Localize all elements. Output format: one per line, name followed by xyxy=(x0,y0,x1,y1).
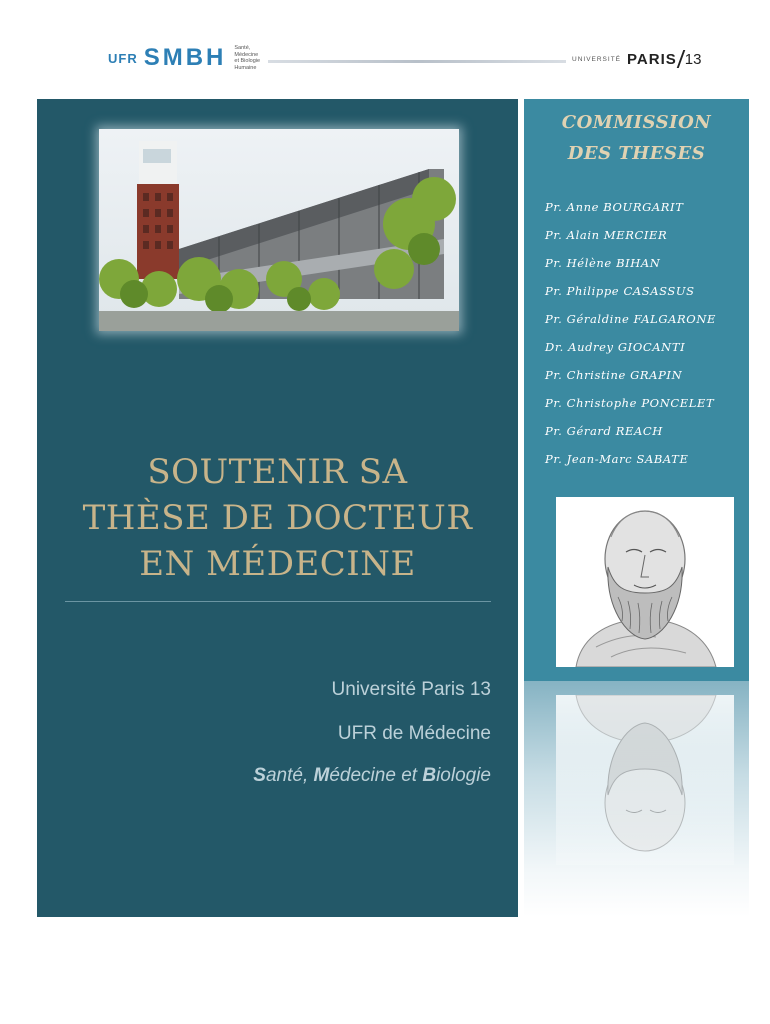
paris-slash xyxy=(676,50,685,68)
paris-label: PARIS xyxy=(627,50,677,68)
smbh-sub-line: Santé, xyxy=(234,45,251,51)
member-item: Pr. Christophe PONCELET xyxy=(545,396,715,410)
ufr-full-name xyxy=(253,765,491,787)
main-panel xyxy=(37,99,518,917)
title-line: EN MÉDECINE xyxy=(139,544,416,584)
word-rest: anté, xyxy=(265,765,314,786)
ufr-label: UFR xyxy=(108,50,138,66)
member-item: Pr. Jean-Marc SABATE xyxy=(545,452,689,466)
word-rest: iologie xyxy=(436,765,491,786)
bust-reflection xyxy=(524,681,749,917)
member-item: Pr. Géraldine FALGARONE xyxy=(545,312,716,326)
commission-title-line: COMMISSION xyxy=(561,112,712,133)
member-item: Pr. Alain MERCIER xyxy=(545,228,668,242)
hippocrates-bust-image xyxy=(556,497,734,667)
campus-building-photo xyxy=(99,129,459,331)
member-item: Pr. Christine GRAPIN xyxy=(545,368,683,382)
paris13-logo xyxy=(572,50,701,68)
member-item: Pr. Philippe CASASSUS xyxy=(545,284,695,298)
bust-illustration xyxy=(556,497,734,667)
initial-m: M xyxy=(313,765,330,786)
smbh-subtitle xyxy=(234,45,274,71)
building-illustration xyxy=(99,129,459,331)
header-divider xyxy=(268,60,566,63)
title-line: SOUTENIR SA xyxy=(147,452,408,492)
reflected-bust-illustration xyxy=(556,695,734,865)
paris-number: 13 xyxy=(684,50,702,68)
initial-s: S xyxy=(253,765,266,786)
initial-b: B xyxy=(422,765,437,786)
smbh-sub-line: Humaine xyxy=(234,64,257,71)
commission-title xyxy=(524,107,749,169)
member-item: Pr. Hélène BIHAN xyxy=(545,256,661,270)
title-divider xyxy=(65,601,491,602)
commission-title-line: DES THESES xyxy=(567,143,706,164)
member-item: Pr. Anne BOURGARIT xyxy=(545,200,684,214)
member-item: Pr. Gérard REACH xyxy=(545,424,663,438)
smbh-sub-line: Médecine xyxy=(234,51,259,58)
reflection-image xyxy=(556,695,734,865)
universite-label: UNIVERSITÉ xyxy=(572,55,622,63)
ufr-name: UFR de Médecine xyxy=(337,723,491,744)
commission-panel xyxy=(524,99,749,681)
member-item: Dr. Audrey GIOCANTI xyxy=(545,340,686,354)
commission-members-list xyxy=(545,199,716,479)
ufr-smbh-logo xyxy=(108,44,274,72)
university-name: Université Paris 13 xyxy=(331,679,491,700)
smbh-sub-line: et Biologie xyxy=(234,58,261,64)
smbh-label: SMBH xyxy=(143,44,227,71)
page-title xyxy=(37,449,518,587)
title-line: THÈSE DE DOCTEUR xyxy=(82,498,473,538)
word-rest: édecine et xyxy=(329,765,423,786)
